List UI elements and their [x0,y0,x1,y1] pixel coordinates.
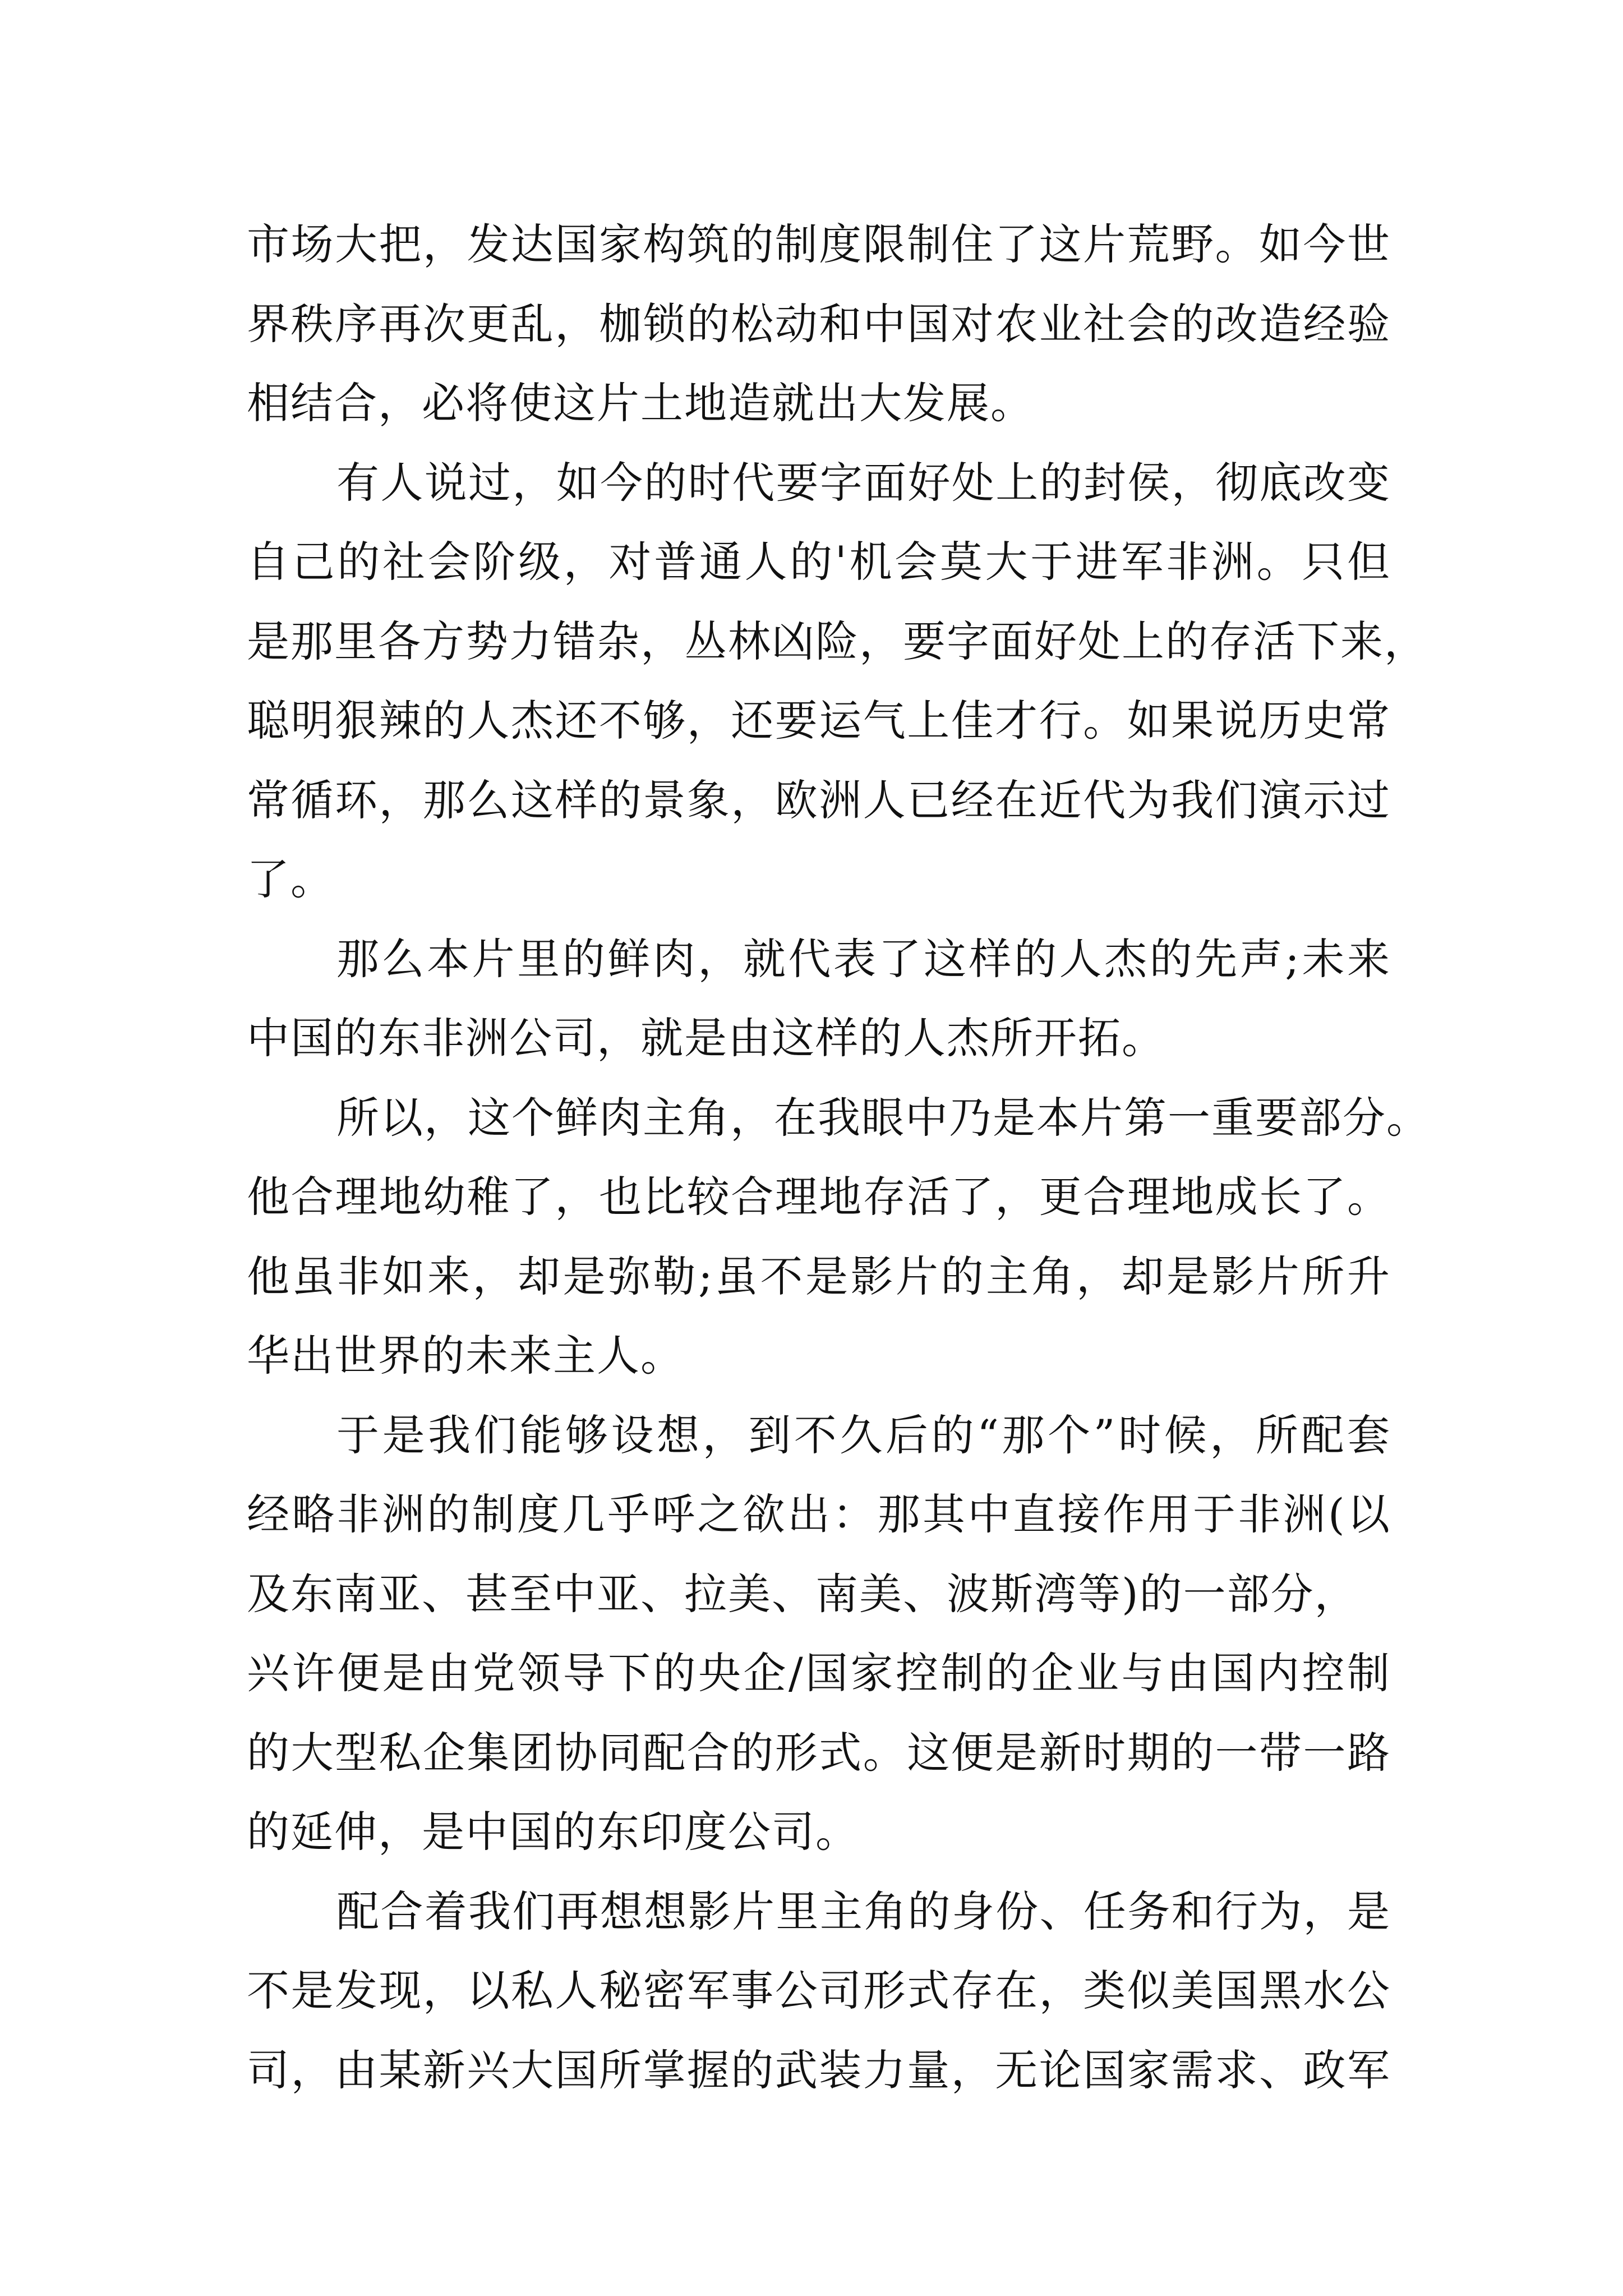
text-line: 司，由某新兴大国所掌握的武装力量，无论国家需求、政军 [247,2045,1391,2095]
text-line: 所以，这个鲜肉主角，在我眼中乃是本片第一重要部分。 [336,1092,1430,1143]
text-line: 他合理地幼稚了，也比较合理地存活了，更合理地成长了。 [247,1172,1391,1222]
text-line: 有人说过，如今的时代要字面好处上的封侯，彻底改变 [336,457,1391,508]
text-line: 经略非洲的制度几乎呼之欲出：那其中直接作用于非洲(以 [247,1489,1391,1539]
text-line: 中国的东非洲公司，就是由这样的人杰所开拓。 [247,1013,1165,1063]
text-line: 他虽非如来，却是弥勒;虽不是影片的主角，却是影片所升 [247,1251,1391,1301]
text-line: 的延伸，是中国的东印度公司。 [247,1807,859,1857]
text-line: 那么本片里的鲜肉，就代表了这样的人杰的先声;未来 [336,933,1391,984]
paragraph [247,919,1391,1078]
text-line: 不是发现，以私人秘密军事公司形式存在，类似美国黑水公 [247,1966,1391,2016]
text-line: 常循环，那么这样的景象，欧洲人已经在近代为我们演示过 [247,775,1391,825]
paragraph [247,443,1428,919]
text-line: 界秩序再次更乱，枷锁的松动和中国对农业社会的改造经验 [247,298,1391,349]
text-line: 自己的社会阶级，对普通人的'机会莫大于进军非洲。只但 [247,537,1391,587]
text-line: 配合着我们再想想影片里主角的身份、任务和行为，是 [336,1886,1391,1936]
text-line: 的大型私企集团协同配合的形式。这便是新时期的一带一路 [247,1727,1391,1778]
body-text [247,205,1430,2110]
text-line: 于是我们能够设想，到不久后的“那个”时候，所配套 [336,1410,1391,1460]
text-line: 市场大把，发达国家构筑的制度限制住了这片荒野。如今世 [247,219,1391,269]
text-line: 兴许便是由党领导下的央企/国家控制的企业与由国内控制 [247,1648,1391,1698]
paragraph [247,1872,1391,2110]
paragraph [247,205,1391,443]
text-line: 是那里各方势力错杂，丛林凶险，要字面好处上的存活下来， [247,616,1428,666]
text-line: 及东南亚、甚至中亚、拉美、南美、波斯湾等)的一部分， [247,1568,1358,1619]
text-line: 了。 [247,854,334,904]
text-line: 华出世界的未来主人。 [247,1331,684,1381]
paragraph [247,1078,1430,1396]
paragraph [247,1396,1391,1872]
text-line: 聪明狠辣的人杰还不够，还要运气上佳才行。如果说历史常 [247,696,1391,746]
text-line: 相结合，必将使这片土地造就出大发展。 [247,378,1034,428]
